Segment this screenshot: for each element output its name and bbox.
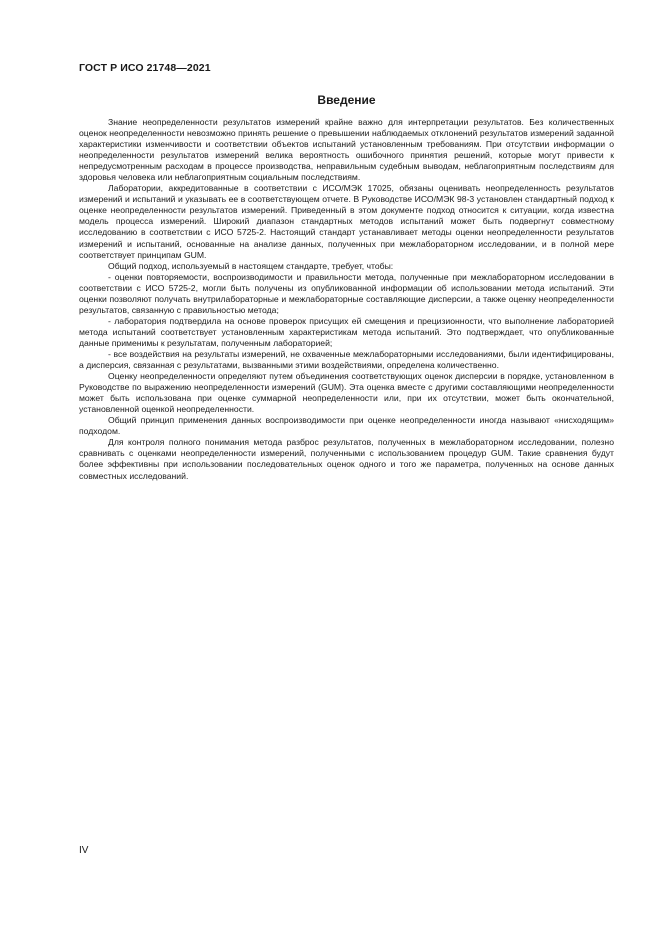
- paragraph: Для контроля полного понимания метода разброс результатов, полученных в межлабораторном исследовании, полезно сравнивать с оценками неопределенности измерений, полученными с использованием процедур GUM. Такие сравнения будут более эффективны при использовании последовательных оценок одного и того же параметра, полученных на основе данных совместных исследований.: [79, 437, 614, 481]
- standard-designation: ГОСТ Р ИСО 21748—2021: [79, 62, 211, 74]
- section-title: Введение: [317, 93, 376, 107]
- paragraph: Знание неопределенности результатов измерений крайне важно для интерпретации результатов. Без количественных оценок неопределенности невозможно принять решение о превышении наблюдаемых отклонений результатов измерений заданной характеристики изменчивости и соответствии объектов испытаний установленным требованиям. При отсутствии информации о неопределенности результатов измерений велика вероятность ошибочного принятия решений, которые могут привести к непредусмотренным расходам в процессе производства, неправильным судебным выводам, неблагоприятным последствиям для здоровья человека или неблагоприятным социальным последствиям.: [79, 117, 614, 183]
- page-number: IV: [79, 845, 89, 856]
- list-item: - все воздействия на результаты измерений, не охваченные межлабораторными исследованиями, были идентифицированы, а дисперсия, связанная с результатами, вызванными этими воздействиями, определена количественно.: [79, 348, 614, 371]
- list-item: - лаборатория подтвердила на основе проверок присущих ей смещения и прецизионности, что выполнение лабораторией метода испытаний соответствует установленным характеристикам метода испытаний. Это подтверждает, что опубликованные данные применимы к результатам, полученным лабораторией;: [79, 315, 614, 348]
- list-item: - оценки повторяемости, воспроизводимости и правильности метода, полученные при межлабораторном исследовании в соответствии с ИСО 5725-2, могли быть получены из опубликованной информации об использовании метода испытаний. Эти оценки позволяют получать внутрилабораторные и межлабораторные составляющие дисперсии, а также оценку неопределенности результатов, связанную с правильностью метода;: [79, 271, 614, 315]
- paragraph: Оценку неопределенности определяют путем объединения соответствующих оценок дисперсии в порядке, установленном в Руководстве по выражению неопределенности измерений (GUM). Эта оценка вместе с другими составляющими неопределенности может быть использована при оценке суммарной неопределенности или, при их отсутствии, может быть окончательной, установленной оценкой неопределенности.: [79, 371, 614, 415]
- paragraph: Общий подход, используемый в настоящем стандарте, требует, чтобы:: [108, 260, 394, 271]
- section-body: [79, 117, 614, 482]
- paragraph: Лаборатории, аккредитованные в соответствии с ИСО/МЭК 17025, обязаны оценивать неопределенность результатов измерений и испытаний и указывать ее в соответствующем отчете. В Руководстве ИСО/МЭК 98-3 установлен стандартный подход к оценке неопределенности результатов измерений. Приведенный в этом документе подход относится к ситуации, когда известна модель процесса измерений. Широкий диапазон стандартных методов испытаний может быть подвергнут совместному исследованию в соответствии с ИСО 5725-2. Настоящий стандарт устанавливает методы оценки неопределенности результатов измерений и испытаний, основанные на анализе данных, полученных при межлабораторном исследовании, и в полной мере соответствует принципам GUM.: [79, 183, 614, 260]
- paragraph: Общий принцип применения данных воспроизводимости при оценке неопределенности иногда называют «нисходящим» подходом.: [79, 415, 614, 437]
